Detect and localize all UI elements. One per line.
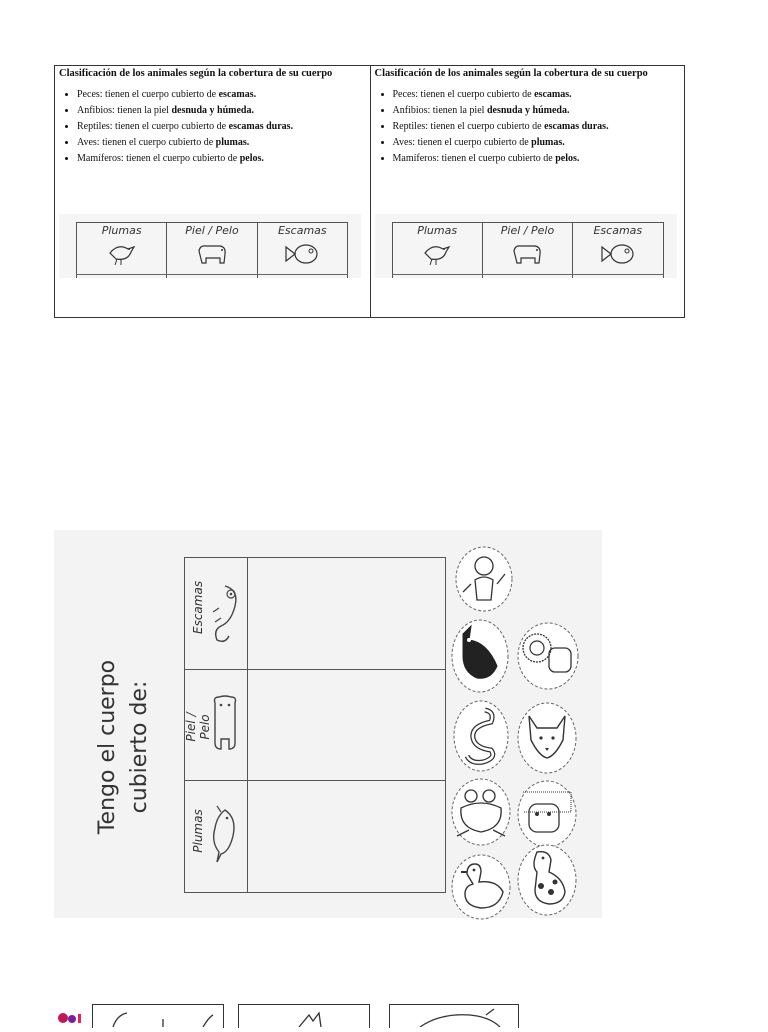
table-column-right — [370, 66, 685, 317]
list-item: • Aves: tienen el cuerpo cubierto de plumas. — [77, 135, 366, 151]
logo-icon — [57, 1012, 83, 1024]
category-piel-pelo: Piel / Pelo — [185, 669, 247, 781]
animal-card-partial — [238, 1004, 370, 1028]
bear-icon — [207, 693, 243, 757]
classification-table — [54, 65, 685, 318]
list-item: • Mamíferos: tienen el cuerpo cubierto de pelos. — [77, 151, 366, 167]
list-item: • Anfibios: tienen la piel desnuda y húmeda. — [77, 103, 366, 119]
list-item: • Peces: tienen el cuerpo cubierto de escamas. — [77, 87, 366, 103]
mini-classification-sheet — [375, 214, 677, 278]
mini-cell-escamas: Escamas — [573, 223, 662, 278]
frog-icon — [449, 776, 513, 848]
list-item: • Aves: tienen el cuerpo cubierto de plumas. — [393, 135, 681, 151]
bird-icon — [104, 239, 140, 267]
list-item: • Reptiles: tienen el cuerpo cubierto de escamas duras. — [393, 119, 681, 135]
animal-card-partial — [389, 1004, 519, 1028]
bird-icon — [419, 239, 455, 267]
fish-icon — [598, 239, 638, 269]
fox-icon — [515, 700, 579, 776]
monkey-icon — [453, 544, 515, 614]
lion-icon — [515, 620, 581, 692]
category-plumas: Plumas — [185, 780, 247, 892]
column-title: Clasificación de los animales según la cobertura de su cuerpo — [59, 68, 333, 79]
bear-icon — [509, 239, 545, 267]
duck-icon — [449, 852, 513, 922]
fish-icon — [282, 239, 322, 269]
mini-cell-plumas: Plumas — [77, 223, 167, 278]
list-item: • Anfibios: tienen la piel desnuda y húmeda. — [393, 103, 681, 119]
column-title: Clasificación de los animales según la cobertura de su cuerpo — [374, 68, 648, 79]
mini-cell-escamas: Escamas — [258, 223, 347, 278]
mini-cell-piel-pelo: Piel / Pelo — [483, 223, 573, 278]
category-escamas: Escamas — [185, 558, 247, 670]
coverage-list — [59, 87, 366, 167]
worksheet-title: Tengo el cuerpo cubierto de: — [95, 659, 152, 835]
list-item: • Mamíferos: tienen el cuerpo cubierto de pelos. — [393, 151, 681, 167]
animal-card-partial — [92, 1004, 224, 1028]
animal-stickers — [449, 544, 584, 914]
coverage-list — [375, 87, 681, 167]
mini-cell-plumas: Plumas — [393, 223, 483, 278]
list-item: • Reptiles: tienen el cuerpo cubierto de escamas duras. — [77, 119, 366, 135]
table-column-left — [55, 66, 370, 317]
bird-icon — [449, 616, 511, 696]
bear-icon — [194, 239, 230, 267]
chameleon-icon — [207, 582, 243, 646]
dinosaur-icon — [515, 842, 579, 918]
snake-icon — [451, 698, 511, 774]
bird-icon — [207, 804, 243, 868]
worksheet-photo — [54, 530, 602, 918]
list-item: • Peces: tienen el cuerpo cubierto de escamas. — [393, 87, 681, 103]
mini-classification-sheet — [59, 214, 361, 278]
giraffe-icon — [515, 778, 579, 850]
worksheet-grid — [184, 557, 446, 893]
mini-cell-piel-pelo: Piel / Pelo — [167, 223, 257, 278]
